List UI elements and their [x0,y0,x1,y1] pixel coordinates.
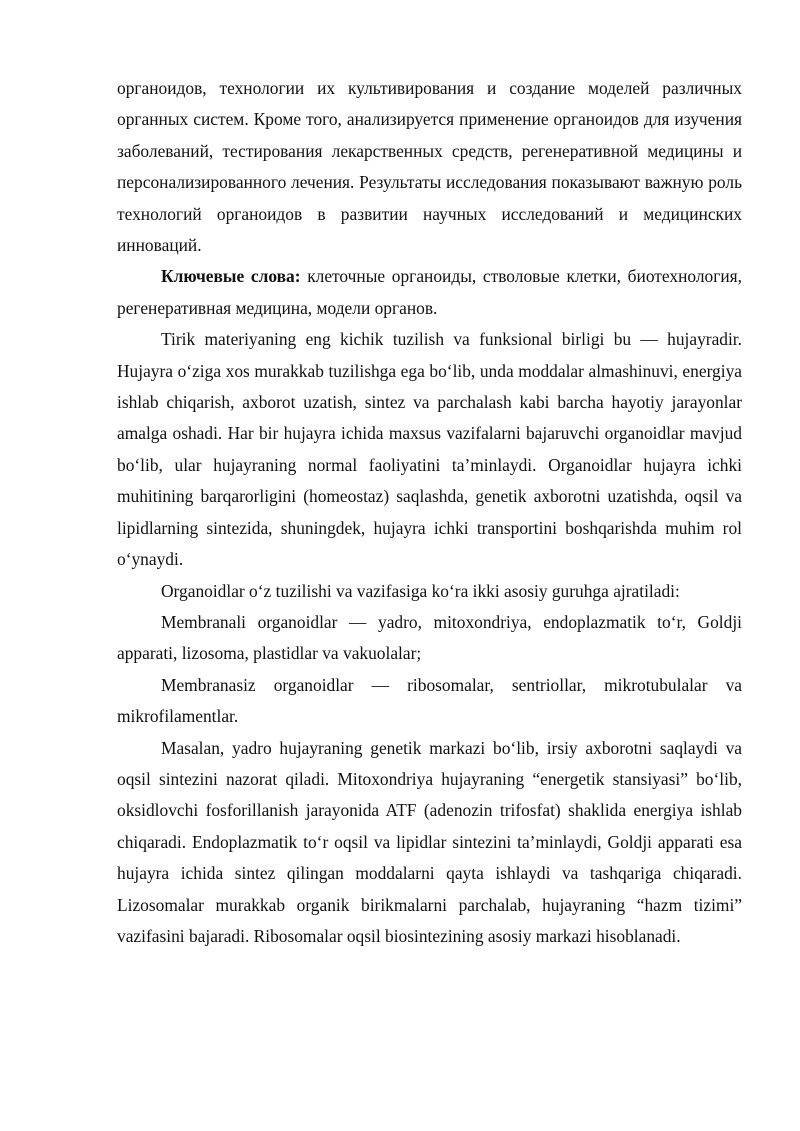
body-text [117,73,742,952]
keywords-label: Ключевые слова: [161,266,301,287]
paragraph-nonmembranous-organoids: Membranasiz organoidlar — ribosomalar, sentriollar, mikrotubulalar va mikrofilamentlar. [117,674,742,727]
paragraph-cell-intro: Tirik materiyaning eng kichik tuzilish va funksional birligi bu — hujayradir. Hujayra oʻziga xos murakkab tuzilishga ega boʻlib, unda moddalar almashinuvi, energiya ishlab chiqarish, axborot uzatish, sintez va parchalash kabi barcha hayotiy jarayonlar amalga oshadi. Har bir hujayra ichida maxsus vazifalarni bajaruvchi organoidlar mavjud boʻlib, ular hujayraning normal faoliyatini taʼminlaydi. Organoidlar hujayra ichki muhitining barqarorligini (homeostaz) saqlashda, genetik axborotni uzatishda, oqsil va lipidlarning sintezida, shuningdek, hujayra ichki transportini boshqarishda muhim rol oʻynaydi. [117,329,742,570]
keywords-paragraph [117,261,742,324]
abstract-continuation: органоидов, технологии их культивирования и создание моделей различных органных систем. Кроме того, анализируется применение органоидов для изучения заболеваний, тестирования лекарственных средств, регенеративной медицины и персонализированного лечения. Результаты исследования показывают важную роль технологий органоидов в развитии научных исследований и медицинских инноваций. [117,78,742,256]
paragraph-organoid-functions: Masalan, yadro hujayraning genetik markazi boʻlib, irsiy axborotni saqlaydi va oqsil sintezini nazorat qiladi. Mitoxondriya hujayraning “energetik stansiyasi” boʻlib, oksidlovchi fosforillanish jarayonida ATF (adenozin trifosfat) shaklida energiya ishlab chiqaradi. Endoplazmatik toʻr oqsil va lipidlar sintezini taʼminlaydi, Goldji apparati esa hujayra ichida sintez qilingan moddalarni qayta ishlaydi va tashqariga chiqaradi. Lizosomalar murakkab organik birikmalarni parchalab, hujayraning “hazm tizimi” vazifasini bajaradi. Ribosomalar oqsil biosintezining asosiy markazi hisoblanadi. [117,737,742,946]
paragraph-membranous-organoids: Membranali organoidlar — yadro, mitoxondriya, endoplazmatik toʻr, Goldji apparati, lizosoma, plastidlar va vakuolalar; [117,611,742,664]
paragraph-organoid-groups: Organoidlar oʻz tuzilishi va vazifasiga koʻra ikki asosiy guruhga ajratiladi: [161,580,680,601]
keywords-text: клеточные органоиды, стволовые клетки, биотехнология, регенеративная медицина, модели органов. [117,266,743,318]
